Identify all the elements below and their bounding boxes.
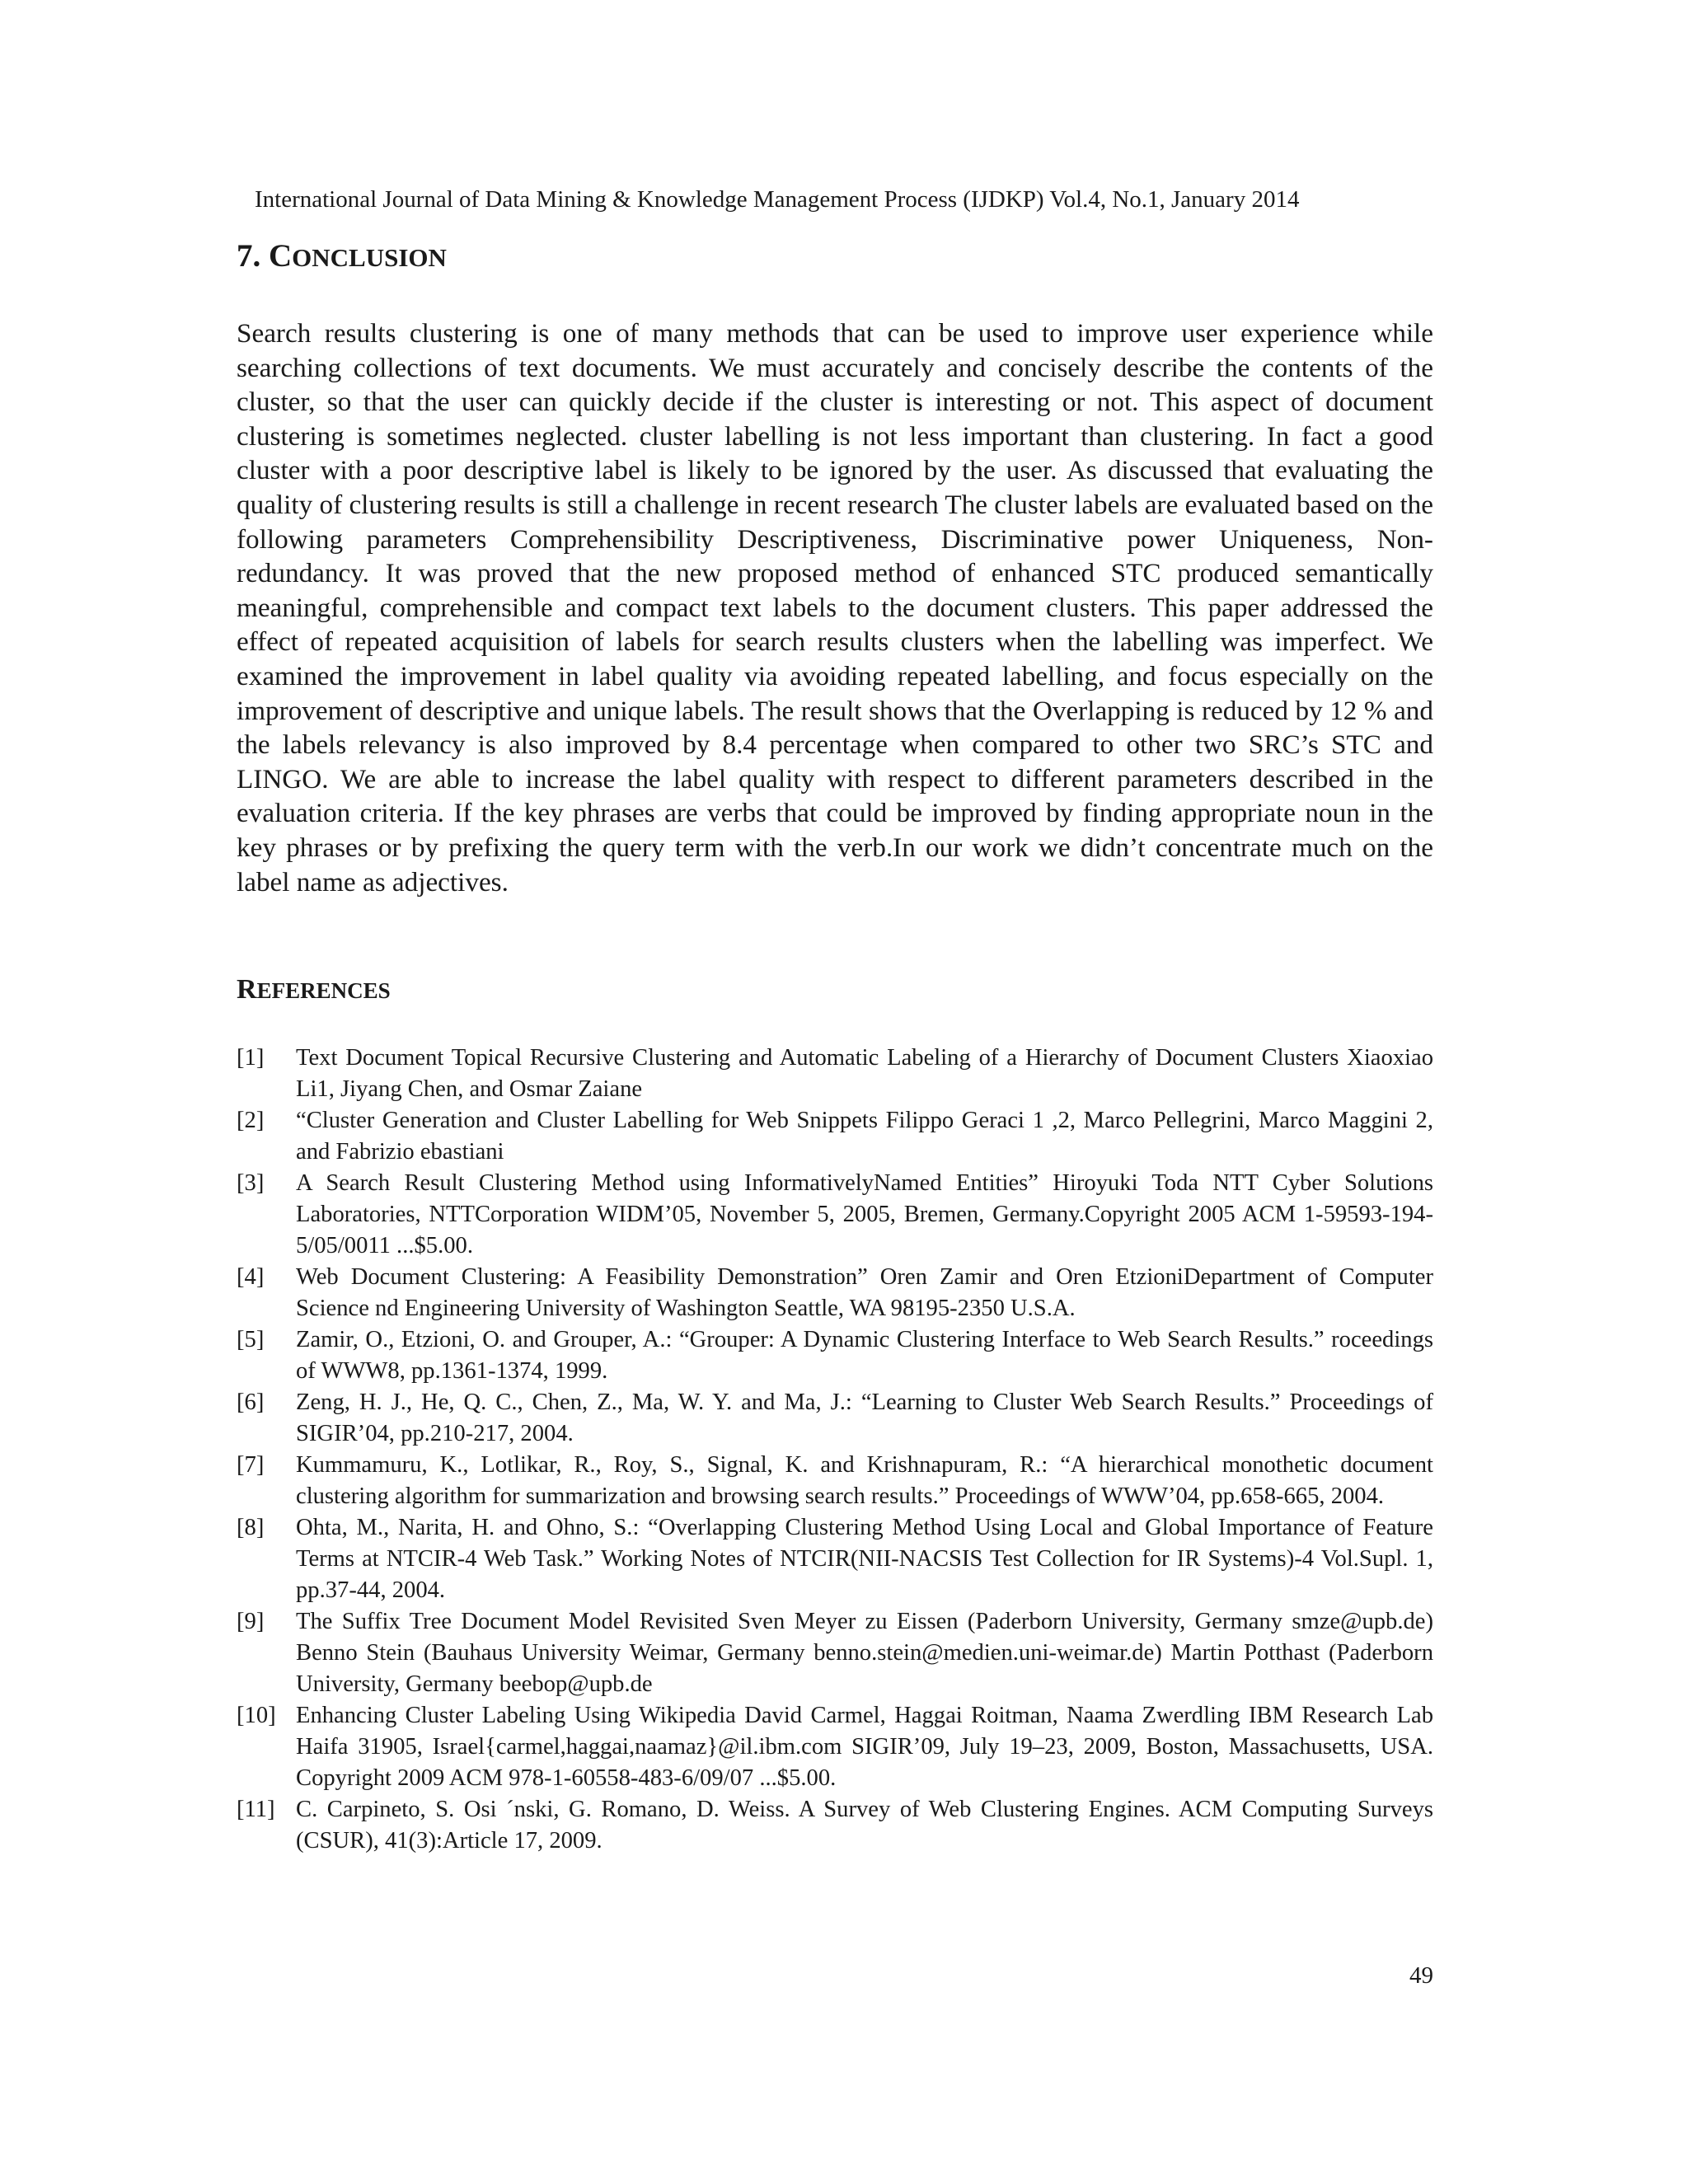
conclusion-paragraph: Search results clustering is one of many methods that can be used to improve user experience while searching collections of text documents. We must accurately and concisely describe the contents of the cluster, so that the user can quickly decide if the cluster is interesting or not. This aspect of document clustering is sometimes neglected. cluster labelling is not less important than clustering. In fact a good cluster with a poor descriptive label is likely to be ignored by the user. As discussed that evaluating the quality of clustering results is still a challenge in recent research The cluster labels are evaluated based on the following parameters Comprehensibility Descriptiveness, Discriminative power Uniqueness, Non-redundancy. It was proved that the new proposed method of enhanced STC produced semantically meaningful, comprehensible and compact text labels to the document clusters. This paper addressed the effect of repeated acquisition of labels for search results clusters when the labelling was imperfect. We examined the improvement in label quality via avoiding repeated labelling, and focus especially on the improvement of descriptive and unique labels. The result shows that the Overlapping is reduced by 12 % and the labels relevancy is also improved by 8.4 percentage when compared to other two SRC’s STC and LINGO. We are able to increase the label quality with respect to different parameters described in the evaluation criteria. If the key phrases are verbs that could be improved by finding appropriate noun in the key phrases or by prefixing the query term with the verb.In our work we didn’t concentrate much on the label name as adjectives. [237,318,1433,898]
reference-number: [1] [237,1045,265,1071]
reference-item [237,1324,1433,1387]
reference-text: Zeng, H. J., He, Q. C., Chen, Z., Ma, W. Y. and Ma, J.: “Learning to Cluster Web Search Results.” Proceedings of SIGIR’04, pp.210-217, 2004. [296,1390,1433,1446]
reference-item [237,1387,1433,1450]
references-heading [237,972,391,1009]
reference-item [237,1512,1433,1606]
reference-number: [10] [237,1703,276,1728]
reference-number: [11] [237,1797,275,1822]
reference-item [237,1450,1433,1512]
reference-number: [4] [237,1264,265,1290]
reference-number: [5] [237,1327,265,1352]
reference-text: Web Document Clustering: A Feasibility Demonstration” Oren Zamir and Oren EtzioniDepartment of Computer Science nd Engineering University of Washington Seattle, WA 98195-2350 U.S.A. [296,1264,1433,1321]
reference-item [237,1262,1433,1324]
heading-initial: C [269,238,293,274]
reference-text: Kummamuru, K., Lotlikar, R., Roy, S., Signal, K. and Krishnapuram, R.: “A hierarchical monothetic document clustering algorithm for summarization and browsing search results.” Proceedings of WWW’04, pp.658-665, 2004. [296,1452,1433,1509]
reference-text: The Suffix Tree Document Model Revisited Sven Meyer zu Eissen (Paderborn University, Germany smze@upb.de) Benno Stein (Bauhaus University Weimar, Germany benno.stein@medien.uni-weimar.de) Martin Potthast (Paderborn University, Germany beebop@upb.de [296,1609,1433,1697]
heading-initial: R [237,974,257,1005]
reference-text: Zamir, O., Etzioni, O. and Grouper, A.: “Grouper: A Dynamic Clustering Interface to Web Search Results.” roceedings of WWW8, pp.1361-1374, 1999. [296,1327,1433,1384]
reference-item [237,1700,1433,1794]
reference-item [237,1105,1433,1168]
reference-number: [8] [237,1515,265,1540]
section-number: 7. [237,238,269,274]
reference-item [237,1043,1433,1105]
reference-number: [2] [237,1108,265,1133]
page-number: 49 [1409,1962,1433,1989]
reference-text: C. Carpineto, S. Osi ´nski, G. Romano, D. Weiss. A Survey of Web Clustering Engines. ACM Computing Surveys (CSUR), 41(3):Article 17, 2009. [296,1797,1433,1854]
reference-text: Enhancing Cluster Labeling Using Wikipedia David Carmel, Haggai Roitman, Naama Zwerdling IBM Research Lab Haifa 31905, Israel{carmel,haggai,naamaz}@il.ibm.com SIGIR’09, July 19–23, 2009, Boston, Massachusetts, USA. Copyright 2009 ACM 978-1-60558-483-6/09/07 ...$5.00. [296,1703,1433,1791]
reference-number: [9] [237,1609,265,1634]
heading-small-caps: EFERENCES [256,978,391,1003]
reference-text: Text Document Topical Recursive Clustering and Automatic Labeling of a Hierarchy of Document Clusters Xiaoxiao Li1, Jiyang Chen, and Osmar Zaiane [296,1045,1433,1102]
reference-text: Ohta, M., Narita, H. and Ohno, S.: “Overlapping Clustering Method Using Local and Global Importance of Feature Terms at NTCIR-4 Web Task.” Working Notes of NTCIR(NII-NACSIS Test Collection for IR Systems)-4 Vol.Supl. 1, pp.37-44, 2004. [296,1515,1433,1603]
reference-list [237,1043,1433,1857]
reference-item [237,1794,1433,1857]
heading-small-caps: ONCLUSION [292,243,447,272]
reference-number: [3] [237,1170,265,1196]
running-header: International Journal of Data Mining & Knowledge Management Process (IJDKP) Vol.4, No.1, January 2014 [255,186,1300,213]
reference-item [237,1168,1433,1262]
conclusion-heading [237,236,447,279]
reference-item [237,1606,1433,1700]
reference-number: [6] [237,1390,265,1415]
reference-text: “Cluster Generation and Cluster Labelling for Web Snippets Filippo Geraci 1 ,2, Marco Pellegrini, Marco Maggini 2, and Fabrizio ebastiani [296,1108,1433,1165]
reference-number: [7] [237,1452,265,1478]
reference-text: A Search Result Clustering Method using InformativelyNamed Entities” Hiroyuki Toda NTT Cyber Solutions Laboratories, NTTCorporation WIDM’05, November 5, 2005, Bremen, Germany.Copyright 2005 ACM 1-59593-194-5/05/0011 ...$5.00. [296,1170,1433,1258]
